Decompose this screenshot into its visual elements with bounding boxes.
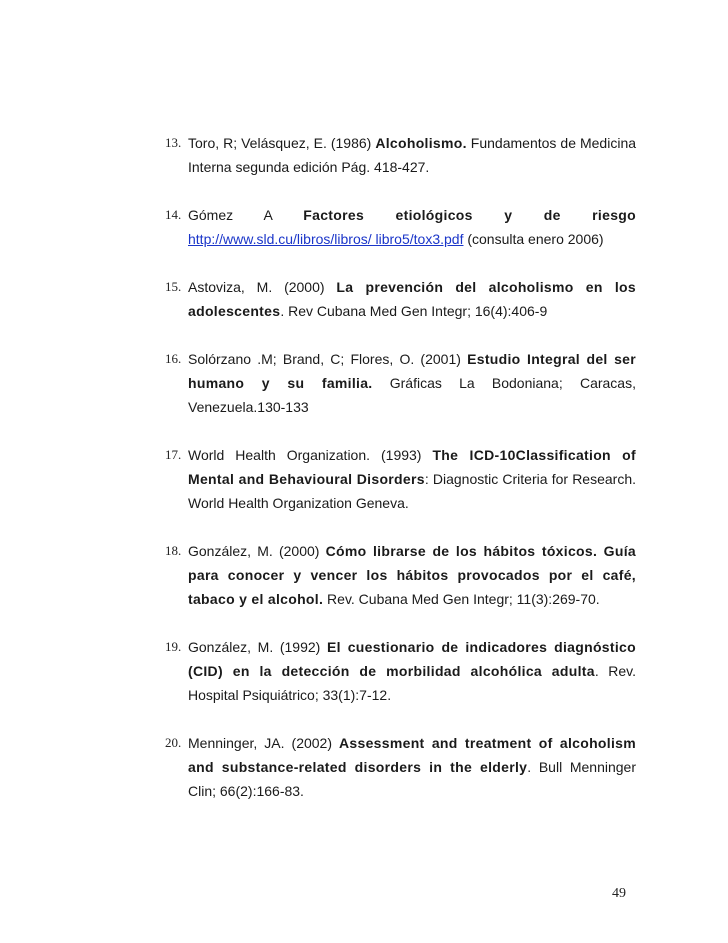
reference-text — [188, 279, 636, 319]
reference-title: El cuestionario de indicadores diagnóstico (CID) en la detección de morbilidad alcohólica adulta — [188, 639, 636, 679]
reference-item — [165, 635, 636, 707]
reference-title: La prevención del alcoholismo en los adolescentes — [188, 279, 636, 319]
reference-list — [165, 131, 636, 827]
reference-source: . Rev. Hospital Psiquiátrico; 33(1):7-12. — [188, 663, 636, 703]
reference-source: : Diagnostic Criteria for Research. World Health Organization Geneva. — [188, 471, 637, 511]
reference-number: 15. — [165, 279, 182, 294]
reference-authors: Astoviza, M. (2000) — [188, 279, 337, 295]
reference-title: Factores etiológicos y de riesgo — [303, 207, 636, 223]
reference-source: Rev. Cubana Med Gen Integr; 11(3):269-70. — [323, 591, 600, 607]
reference-url-link[interactable]: http://www.sld.cu/libros/libros/ libro5/tox3.pdf — [188, 231, 464, 247]
reference-title: Alcoholismo. — [375, 135, 467, 151]
reference-number: 16. — [165, 351, 182, 366]
reference-source: . Rev Cubana Med Gen Integr; 16(4):406-9 — [280, 303, 548, 319]
reference-title: The ICD-10Classification of Mental and Behavioural Disorders — [188, 447, 636, 487]
reference-text — [188, 639, 636, 703]
reference-title: Assessment and treatment of alcoholism and substance-related disorders in the elderly — [188, 735, 636, 775]
reference-source: (consulta enero 2006) — [463, 231, 604, 247]
reference-text — [188, 735, 636, 799]
reference-number: 17. — [165, 447, 182, 462]
reference-text — [188, 351, 636, 415]
reference-authors: Menninger, JA. (2002) — [188, 735, 340, 751]
reference-authors: Gómez A — [188, 207, 304, 223]
reference-item — [165, 203, 636, 251]
reference-item — [165, 443, 636, 515]
reference-item — [165, 347, 636, 419]
reference-authors: Solórzano .M; Brand, C; Flores, O. (2001) — [188, 351, 468, 367]
reference-title: Estudio Integral del ser humano y su familia. — [188, 351, 637, 391]
reference-item — [165, 131, 636, 179]
reference-source: . Bull Menninger Clin; 66(2):166-83. — [188, 759, 636, 799]
reference-authors: World Health Organization. (1993) — [188, 447, 433, 463]
reference-number: 13. — [165, 135, 182, 150]
reference-source: Gráficas La Bodoniana; Caracas, Venezuela.130-133 — [188, 375, 636, 415]
reference-text — [188, 447, 636, 511]
reference-number: 20. — [165, 735, 182, 750]
reference-number: 19. — [165, 639, 182, 654]
reference-item — [165, 275, 636, 323]
reference-text — [188, 135, 636, 175]
reference-authors: González, M. (1992) — [188, 639, 327, 655]
reference-item — [165, 731, 636, 803]
reference-item — [165, 539, 636, 611]
reference-authors: Toro, R; Velásquez, E. (1986) — [188, 135, 376, 151]
reference-authors: González, M. (2000) — [188, 543, 326, 559]
reference-number: 14. — [165, 207, 182, 222]
reference-text — [188, 207, 636, 247]
reference-text — [188, 543, 636, 607]
page-number: 49 — [612, 886, 626, 901]
reference-title: Cómo librarse de los hábitos tóxicos. Guía para conocer y vencer los hábitos provocados por el café, tabaco y el alcohol. — [188, 543, 636, 607]
reference-number: 18. — [165, 543, 182, 558]
reference-source: Fundamentos de Medicina Interna segunda edición Pág. 418-427. — [188, 135, 637, 175]
